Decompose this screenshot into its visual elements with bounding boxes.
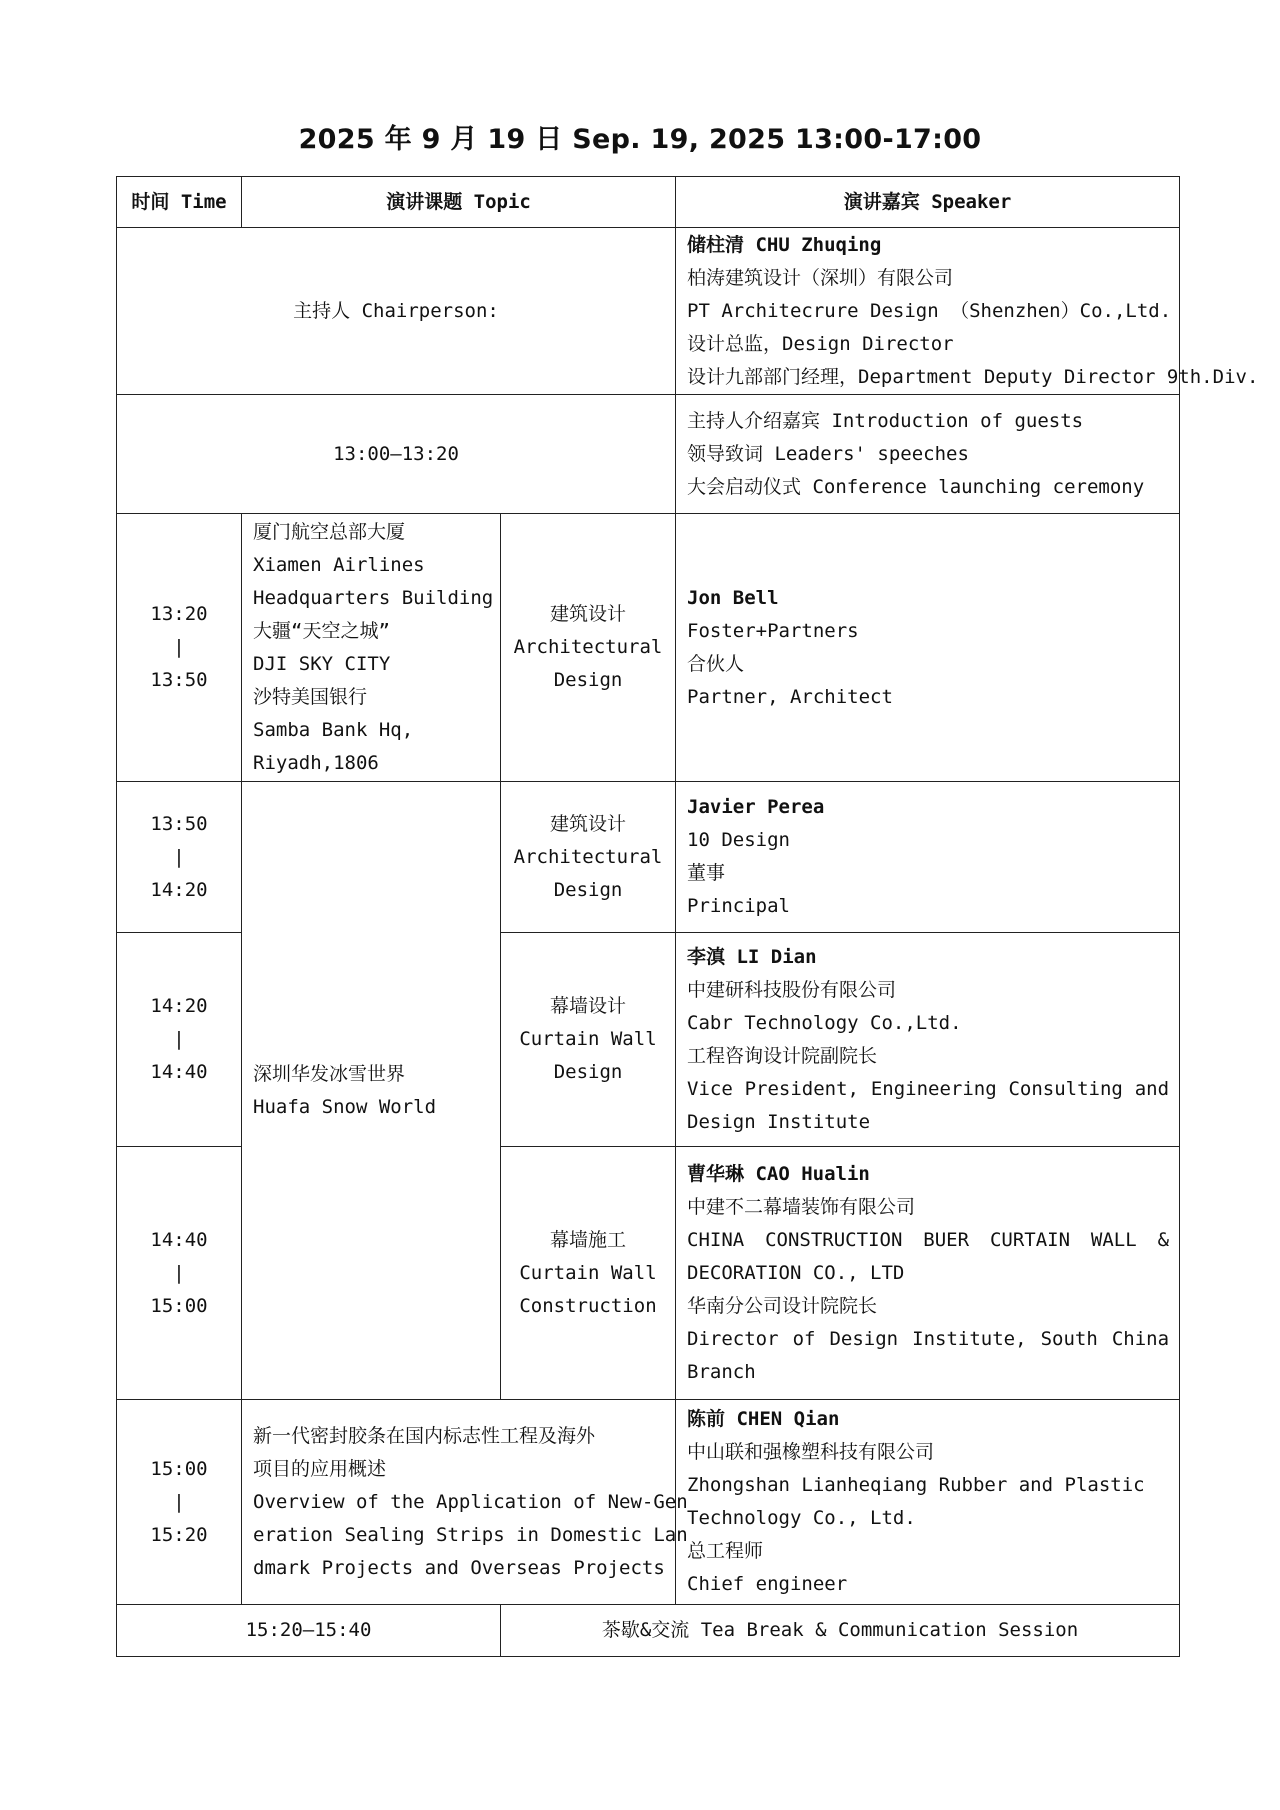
speaker-line: Design Institute bbox=[687, 1110, 871, 1133]
speaker-line: 总工程师 bbox=[687, 1540, 764, 1562]
topic-line: Overview of the Application of New-Gen bbox=[253, 1490, 688, 1513]
header-row bbox=[117, 177, 1180, 228]
project-line: DJI SKY CITY bbox=[253, 652, 391, 675]
opening-row bbox=[117, 395, 1180, 514]
chair-company-en: PT Architecrure Design （Shenzhen）Co.,Ltd. bbox=[687, 299, 1172, 322]
speaker-line: 工程咨询设计院副院长 bbox=[687, 1044, 878, 1067]
header-time: 时间 Time bbox=[117, 177, 242, 228]
category-line: 建筑设计 bbox=[550, 812, 627, 835]
session-speaker bbox=[676, 1400, 1180, 1605]
session-time bbox=[117, 514, 242, 782]
header-topic: 演讲课题 Topic bbox=[242, 177, 676, 228]
chair-role: 设计九部部门经理，Department Deputy Director 9th.Div. bbox=[687, 365, 1259, 388]
project-line: Riyadh,1806 bbox=[253, 751, 379, 774]
speaker-name: 曹华琳 CAO Hualin bbox=[687, 1162, 870, 1185]
time-separator: | bbox=[173, 1028, 185, 1050]
session-speaker bbox=[676, 1147, 1180, 1400]
time-start: 14:40 bbox=[150, 1228, 208, 1251]
session-time bbox=[117, 782, 242, 933]
speaker-line: 10 Design bbox=[687, 829, 790, 851]
shared-project bbox=[242, 782, 501, 1400]
time-start: 15:00 bbox=[150, 1457, 208, 1480]
time-end: 15:20 bbox=[150, 1523, 208, 1546]
session-category bbox=[501, 1147, 676, 1400]
schedule-table bbox=[116, 176, 1259, 1657]
time-start: 13:20 bbox=[150, 603, 208, 625]
chair-company: 柏涛建筑设计（深圳）有限公司 bbox=[687, 266, 954, 289]
session-row bbox=[117, 1400, 1180, 1605]
category-line: 幕墙设计 bbox=[550, 995, 627, 1017]
opening-item: 主持人介绍嘉宾 Introduction of guests bbox=[687, 409, 1084, 432]
speaker-name: Jon Bell bbox=[687, 586, 779, 609]
project-line: Xiamen Airlines bbox=[253, 553, 425, 576]
session-projects bbox=[242, 514, 501, 782]
opening-item: 大会启动仪式 Conference launching ceremony bbox=[687, 475, 1145, 498]
speaker-name: Javier Perea bbox=[687, 796, 825, 818]
time-separator: | bbox=[173, 636, 185, 658]
category-line: Curtain Wall bbox=[519, 1261, 657, 1284]
session-time bbox=[117, 933, 242, 1147]
speaker-line: Foster+Partners bbox=[687, 619, 859, 642]
category-line: Curtain Wall bbox=[519, 1028, 657, 1050]
category-line: Architectural bbox=[513, 845, 663, 868]
speaker-line: 合伙人 bbox=[687, 652, 745, 675]
session-row bbox=[117, 514, 1180, 782]
time-start: 13:50 bbox=[150, 812, 208, 835]
topic-line: dmark Projects and Overseas Projects bbox=[253, 1556, 665, 1579]
speaker-line: 中山联和强橡塑科技有限公司 bbox=[687, 1441, 935, 1463]
time-start: 14:20 bbox=[150, 995, 208, 1017]
speaker-line: Cabr Technology Co.,Ltd. bbox=[687, 1011, 962, 1034]
chair-name: 储柱清 CHU Zhuqing bbox=[687, 233, 882, 256]
break-label: 茶歇&交流 Tea Break & Communication Session bbox=[501, 1605, 1180, 1657]
opening-time: 13:00—13:20 bbox=[117, 395, 676, 514]
speaker-line: Branch bbox=[687, 1360, 756, 1383]
speaker-line: Technology Co., Ltd. bbox=[687, 1507, 916, 1529]
session-row bbox=[117, 782, 1180, 933]
speaker-line: Chief engineer bbox=[687, 1573, 848, 1595]
session-topic bbox=[242, 1400, 688, 1605]
session-speaker bbox=[676, 933, 1180, 1147]
session-speaker bbox=[676, 782, 1180, 933]
time-end: 14:40 bbox=[150, 1061, 208, 1083]
chair-info bbox=[676, 228, 1259, 395]
speaker-line: DECORATION CO., LTD bbox=[687, 1261, 905, 1284]
topic-line: 新一代密封胶条在国内标志性工程及海外 bbox=[253, 1424, 596, 1447]
category-line: Architectural bbox=[513, 636, 663, 658]
session-time bbox=[117, 1400, 242, 1605]
topic-line: 项目的应用概述 bbox=[253, 1457, 387, 1480]
page-title: 2025 年 9 月 19 日 Sep. 19, 2025 13:00-17:00 bbox=[298, 124, 982, 155]
project-line: Headquarters Building bbox=[253, 586, 494, 609]
speaker-line: CHINA CONSTRUCTION BUER CURTAIN WALL & bbox=[687, 1228, 1170, 1251]
speaker-line: Partner, Architect bbox=[687, 685, 893, 708]
break-row bbox=[117, 1605, 1180, 1657]
speaker-line: 董事 bbox=[687, 862, 726, 884]
project-line: Samba Bank Hq, bbox=[253, 718, 414, 741]
speaker-line: Director of Design Institute, South China bbox=[687, 1327, 1170, 1350]
speaker-name: 李滇 LI Dian bbox=[687, 945, 817, 968]
project-line: 大疆“天空之城” bbox=[253, 619, 390, 642]
category-line: Design bbox=[553, 1061, 623, 1083]
chair-title: 设计总监，Design Director bbox=[687, 332, 954, 355]
speaker-line: 中建不二幕墙装饰有限公司 bbox=[687, 1195, 916, 1218]
project-line: 沙特美国银行 bbox=[253, 685, 368, 708]
opening-item: 领导致词 Leaders' speeches bbox=[687, 442, 969, 465]
time-separator: | bbox=[173, 845, 185, 868]
time-end: 14:20 bbox=[150, 878, 208, 901]
speaker-line: Zhongshan Lianheqiang Rubber and Plastic bbox=[687, 1474, 1145, 1496]
opening-agenda bbox=[676, 395, 1180, 514]
speaker-line: Vice President, Engineering Consulting and bbox=[687, 1077, 1170, 1100]
session-category bbox=[501, 933, 676, 1147]
session-speaker bbox=[676, 514, 1180, 782]
speaker-line: 中建研科技股份有限公司 bbox=[687, 978, 897, 1001]
category-line: Construction bbox=[519, 1294, 657, 1317]
chair-label: 主持人 Chairperson: bbox=[117, 228, 676, 395]
project-line: Huafa Snow World bbox=[253, 1095, 437, 1118]
break-time: 15:20—15:40 bbox=[117, 1605, 501, 1657]
session-category bbox=[501, 514, 676, 782]
category-line: Design bbox=[553, 878, 623, 901]
topic-line: eration Sealing Strips in Domestic Lan bbox=[253, 1523, 688, 1546]
project-line: 深圳华发冰雪世界 bbox=[253, 1062, 406, 1085]
speaker-line: 华南分公司设计院院长 bbox=[687, 1294, 878, 1317]
time-end: 15:00 bbox=[150, 1294, 208, 1317]
time-end: 13:50 bbox=[150, 669, 208, 691]
time-separator: | bbox=[173, 1261, 185, 1284]
project-line: 厦门航空总部大厦 bbox=[253, 520, 406, 543]
chair-row bbox=[117, 228, 1180, 395]
speaker-line: Principal bbox=[687, 895, 790, 917]
header-speaker: 演讲嘉宾 Speaker bbox=[676, 177, 1180, 228]
category-line: 幕墙施工 bbox=[550, 1228, 627, 1251]
session-category bbox=[501, 782, 676, 933]
category-line: Design bbox=[553, 669, 623, 691]
speaker-name: 陈前 CHEN Qian bbox=[687, 1408, 840, 1430]
category-line: 建筑设计 bbox=[550, 603, 627, 625]
session-time bbox=[117, 1147, 242, 1400]
time-separator: | bbox=[173, 1490, 185, 1513]
